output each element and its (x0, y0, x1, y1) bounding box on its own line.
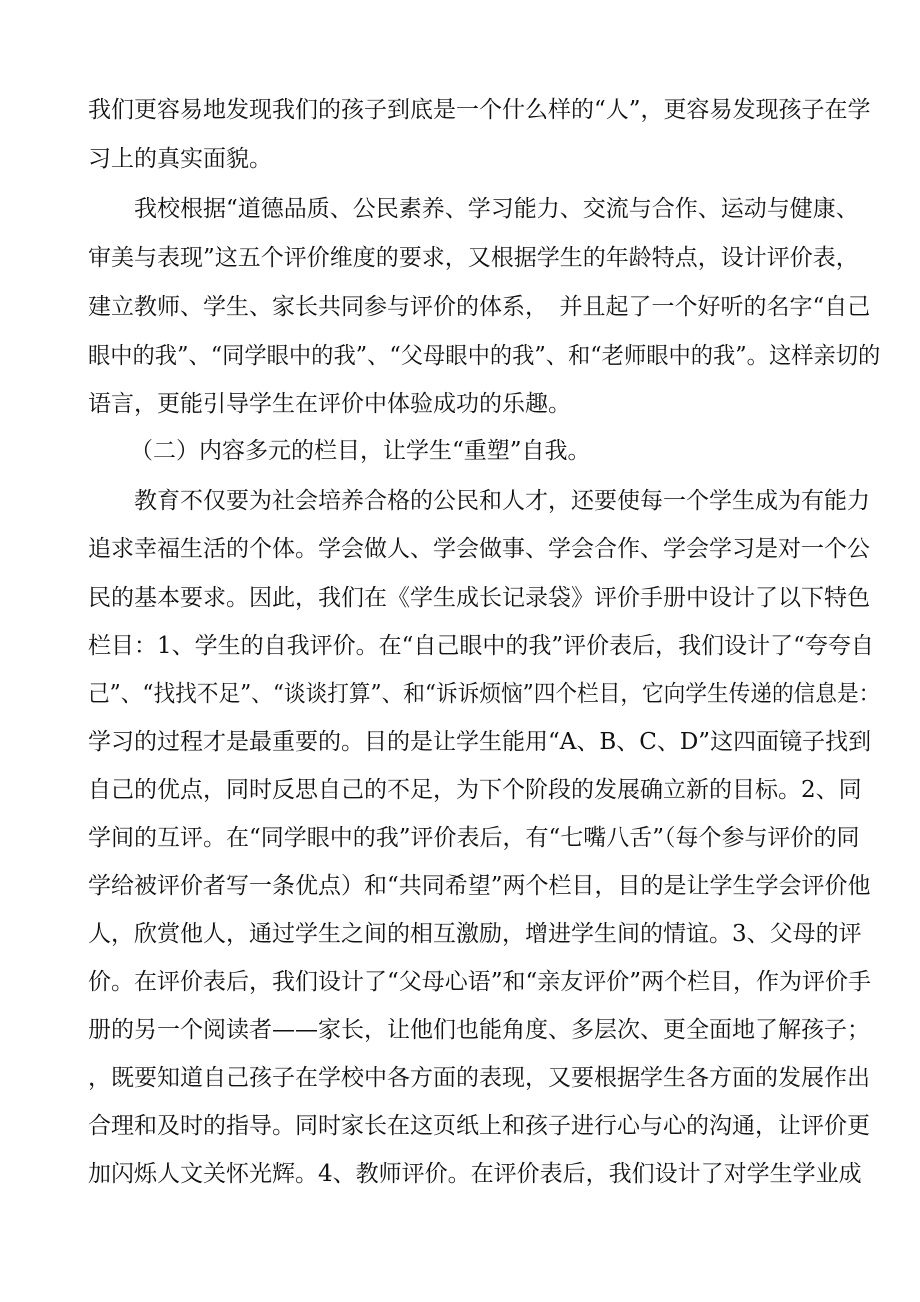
text-line: 价。在评价表后，我们设计了“父母心语”和“亲友评价”两个栏目，作为评价手 (88, 969, 872, 995)
text-line: 建立教师、学生、家长共同参与评价的体系， 并且起了一个好听的名字“自己 (88, 294, 871, 320)
text-line: 册的另一个阅读者——家长，让他们也能角度、多层次、更全面地了解孩子； (88, 1017, 870, 1043)
section-heading: （二）内容多元的栏目，让学生“重塑”自我。 (130, 438, 591, 464)
text-line: 学间的互评。在“同学眼中的我”评价表后，有“七嘴八舌”（每个参与评价的同 (88, 825, 860, 851)
text-line: 学习的过程才是最重要的。目的是让学生能用“A、B、C、D”这四面镜子找到 (88, 729, 872, 755)
text-line: 习上的真实面貌。 (88, 146, 272, 172)
text-line: 眼中的我”、“同学眼中的我”、“父母眼中的我”、和“老师眼中的我”。这样亲切的 (88, 343, 881, 369)
text-line: 民的基本要求。因此，我们在《学生成长记录袋》评价手册中设计了以下特色 (88, 585, 870, 611)
text-line: 学给被评价者写一条优点）和“共同希望”两个栏目，目的是让学生学会评价他 (88, 873, 871, 899)
text-line: 审美与表现”这五个评价维度的要求，又根据学生的年龄特点，设计评价表， (88, 245, 859, 271)
text-line: 自己的优点，同时反思自己的不足，为下个阶段的发展确立新的目标。2、同 (88, 777, 862, 803)
text-line: 追求幸福生活的个体。学会做人、学会做事、学会合作、学会学习是对一个公 (88, 536, 870, 562)
text-line: 语言，更能引导学生在评价中体验成功的乐趣。 (88, 391, 571, 417)
text-line: 合理和及时的指导。同时家长在这页纸上和孩子进行心与心的沟通，让评价更 (88, 1113, 870, 1139)
text-line: 栏目：1、学生的自我评价。在“自己眼中的我”评价表后，我们设计了“夸夸自 (88, 633, 874, 659)
text-line: 我们更容易地发现我们的孩子到底是一个什么样的“人”，更容易发现孩子在学 (88, 97, 871, 123)
text-line: 加闪烁人文关怀光辉。4、教师评价。在评价表后，我们设计了对学生学业成 (88, 1161, 862, 1187)
text-line: 己”、“找找不足”、“谈谈打算”、和“诉诉烦恼”四个栏目，它向学生传递的信息是： (88, 681, 881, 707)
text-line: 人，欣赏他人，通过学生之间的相互激励，增进学生间的情谊。3、父母的评 (88, 921, 862, 947)
text-line: 我校根据“道德品质、公民素养、学习能力、交流与合作、运动与健康、 (134, 196, 859, 222)
text-line: 教育不仅要为社会培养合格的公民和人才，还要使每一个学生成为有能力 (134, 488, 870, 514)
text-line: ，既要知道自己孩子在学校中各方面的表现，又要根据学生各方面的发展作出 (88, 1065, 870, 1091)
